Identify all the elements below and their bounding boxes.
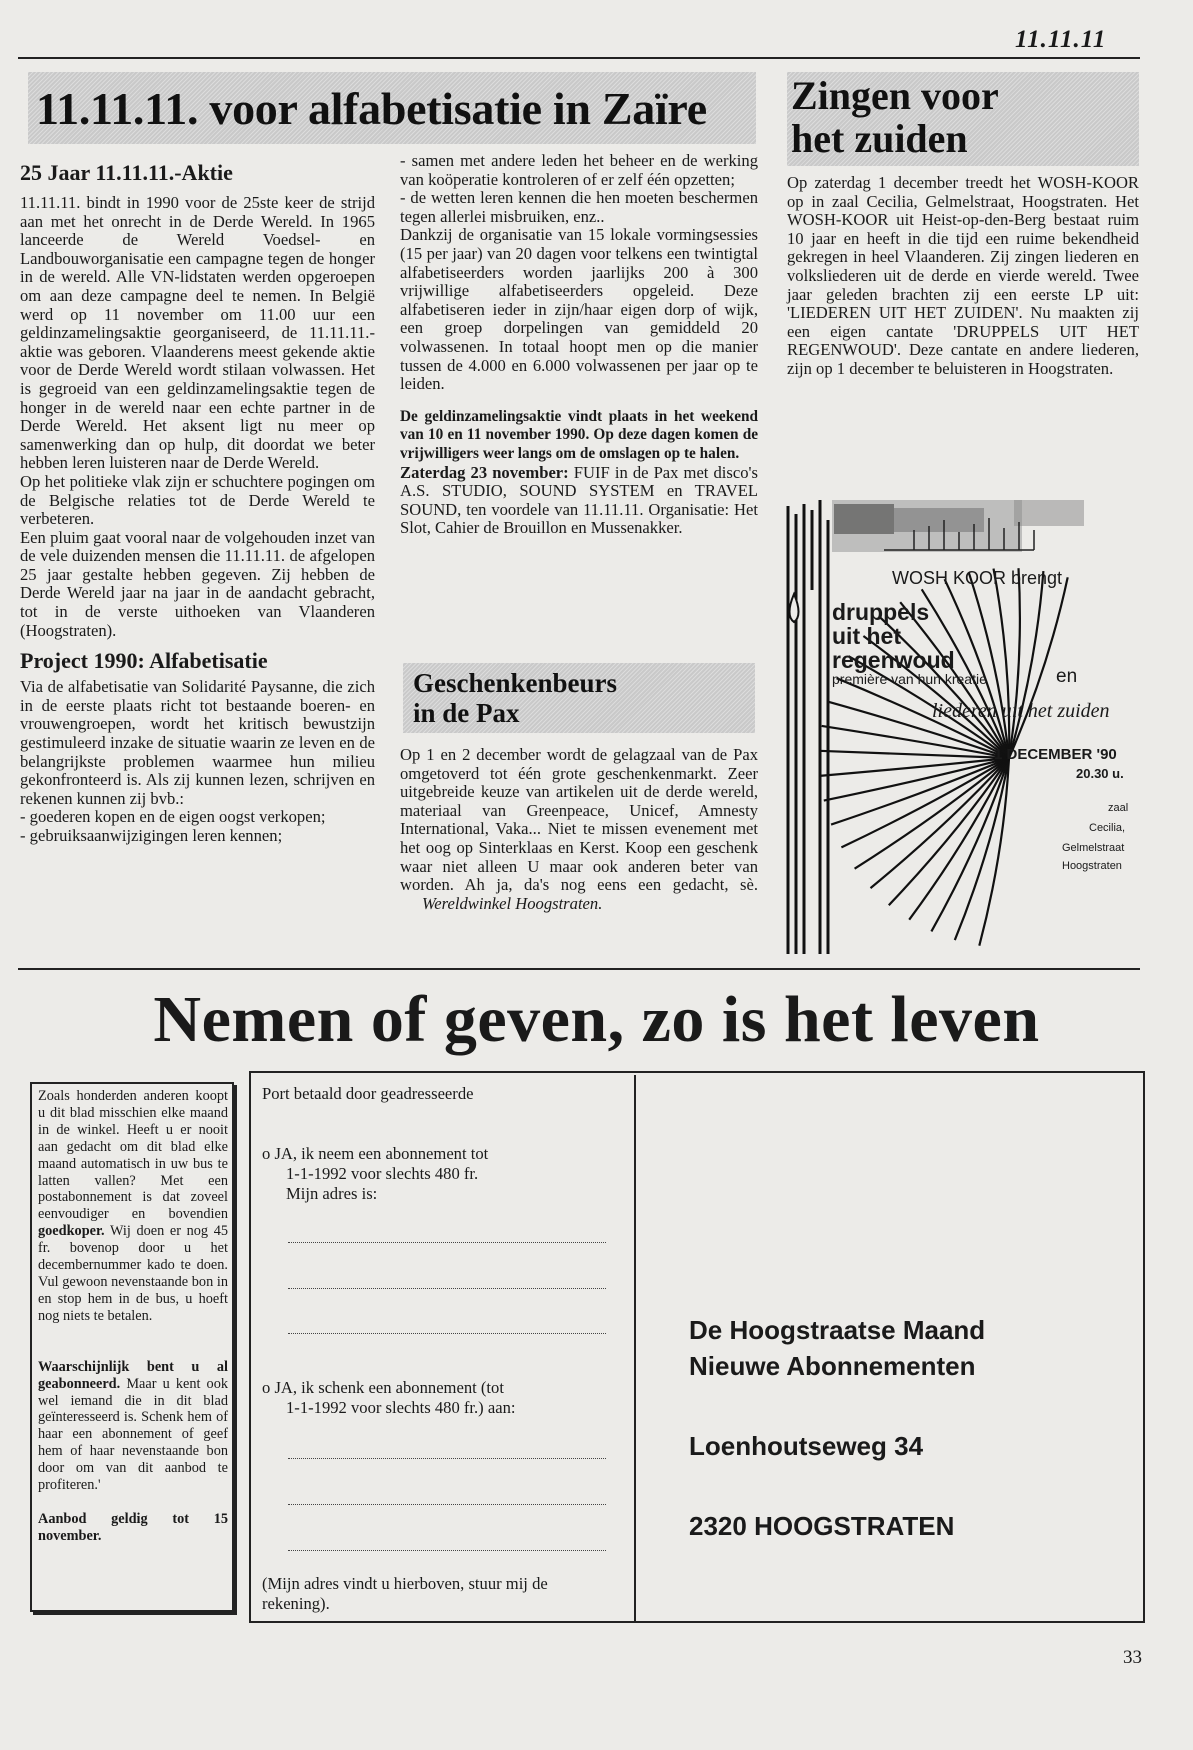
geschenken-signature: Wereldwinkel Hoogstraten.	[422, 893, 603, 913]
mail-address-line1: De Hoogstraatse Maand	[689, 1315, 986, 1345]
poster-line1: WOSH KOOR brengt	[892, 568, 1063, 588]
gift-address-line-2[interactable]	[288, 1504, 606, 1505]
subscribe-paragraph3	[38, 1511, 228, 1545]
leaf-frond	[969, 572, 1009, 758]
poster-liederen: liederen uit het zuiden	[932, 700, 1110, 722]
gift-address-line-1[interactable]	[288, 1458, 606, 1459]
col2-item2: - de wetten leren kennen die hen moeten beschermen tegen allerlei misbruiken, enz..	[400, 188, 758, 226]
fuif-text: FUIF in de Pax met disco's A.S. STUDIO, SOUND SYSTEM en TRAVEL SOUND, ten voordele van 11.11.11. Organisatie: Het Slot, Cahier de Brouillon en Mussenakker.	[400, 462, 758, 538]
section2-item2: - gebruiksaanwijzigingen leren kennen;	[20, 826, 283, 845]
subscribe-text1-end: Wij doen er nog 45 fr. bovenop door u het decembernummer kado te doen. Vul gewoon nevenstaande bon in en stop hem in de bus, u hoeft nog niets te betalen.	[38, 1223, 228, 1324]
address-line-1[interactable]	[288, 1242, 606, 1243]
geschenken-title-line2: in de Pax	[413, 698, 520, 728]
fuif-label: Zaterdag 23 november:	[400, 462, 569, 482]
issue-date: 11.11.11	[1015, 26, 1107, 53]
zingen-column	[787, 174, 1139, 379]
coupon-option2-line2: 1-1-1992 voor slechts 480 fr.) aan:	[286, 1398, 516, 1417]
geschenken-title-line1: Geschenkenbeurs	[413, 668, 618, 698]
article-column-1	[20, 160, 375, 846]
article-column-2	[400, 152, 758, 538]
mail-address-city: 2320 HOOGSTRATEN	[689, 1511, 955, 1541]
poster-en: en	[1056, 666, 1078, 687]
concert-poster	[784, 500, 1140, 954]
main-article-title: 11.11.11. voor alfabetisatie in Zaïre	[36, 83, 707, 134]
coupon-footer-line2: rekening).	[262, 1594, 330, 1613]
poster-venue1: zaal	[1108, 802, 1129, 814]
zingen-title-line2: het zuiden	[791, 116, 968, 161]
poster-title3: regenwoud	[832, 647, 955, 673]
leaf-frond	[1009, 568, 1020, 758]
section1-heading: 25 Jaar 11.11.11.-Aktie	[20, 160, 233, 185]
col2-fuif	[400, 464, 758, 538]
page-number: 33	[1123, 1647, 1142, 1668]
section1-text3: Een pluim gaat vooral naar de volgehouden inzet van de vele duizenden mensen die 11.11.11. de afgelopen 25 jaar gestalte hebben gegeven. Zij hebben de Derde Wereld jaar na jaar in de aandacht gebracht, tot in de verste uithoeken van Vlaanderen (Hoogstraten).	[20, 527, 375, 640]
section1-text: 11.11.11. bindt in 1990 voor de 25ste keer de strijd aan met het onrecht in de Derde Wereld. In 1965 lanceerde de Wereld Voedsel- en Landbouworganisatie een campagne tegen de honger in de wereld. Alle VN-lidstaten werden opgeroepen om aan deze campagne deel te nemen. In België werd op 11 november om 11.00 uur een geldinzamelingsaktie georganiseerd, de 11.11.11.-aktie was geboren. Vlaanderens meest gekende aktie voor de Derde Wereld wordt stilaan volwassen. Het is gegroeid van een geldinzamelingsaktie tegen de honger in de wereld naar een echte partner in de Derde Wereld. Het aksent ligt nu meer op samenwerking dan op hulp, dit doordat we beter hebben leren luisteren naar de Derde Wereld.	[20, 193, 375, 473]
subscribe-text1: Zoals honderden anderen koopt u dit blad misschien elke maand in de winkel. Heeft u er nooit aan gedacht om dit blad elke maand automatisch in uw bus te latten vallen? Met een postabonnement is dat zoveel eenvoudiger en bovendien	[38, 1088, 228, 1223]
leaf-frond	[820, 758, 1009, 776]
header-rule	[18, 57, 1140, 59]
coupon-option2-line1[interactable]: o JA, ik schenk een abonnement (tot	[262, 1378, 504, 1397]
subscribe-text2-bold: Waarschijnlijk bent u al geabonneerd.	[38, 1358, 228, 1392]
geschenken-text	[400, 746, 758, 913]
geschenken-text-block	[400, 746, 758, 913]
poster-date: 1 DECEMBER '90	[994, 746, 1117, 763]
leaf-frond	[831, 758, 1009, 825]
zingen-banner	[787, 72, 1139, 166]
coupon-footer-line1: (Mijn adres vindt u hierboven, stuur mij de	[262, 1574, 548, 1593]
subscribe-offer-validity: Aanbod geldig tot 15 november.	[38, 1510, 228, 1544]
zingen-text: Op zaterdag 1 december treedt het WOSH-KOOR op in zaal Cecilia, Gelmelstraat, Hoogstraten. Het WOSH-KOOR uit Heist-op-den-Berg bestaat ruim 10 jaar en heeft in die tijd een ruime bekendheid gekregen in heel Vlaanderen. Zij zingen liederen en volksliederen uit de derde en vierde wereld. Twee jaar geleden brachten zij een eerste LP uit: 'LIEDEREN UIT HET ZUIDEN'. Nu maakten zij een eigen cantate 'DRUPPELS UIT HET REGENWOUD'. Deze cantate en andere liederen, zijn op 1 december te beluisteren in Hoogstraten.	[787, 173, 1139, 378]
poster-title2: uit het	[832, 623, 901, 649]
zingen-title	[791, 74, 999, 160]
col2-item1: - samen met andere leden het beheer en de werking van koöperatie kontroleren of er zelf één opzetten;	[400, 151, 758, 189]
subscribe-text1-bold: goedkoper.	[38, 1223, 105, 1240]
slogan-headline: Nemen of geven, zo is het leven	[153, 983, 1040, 1056]
address-line-2[interactable]	[288, 1288, 606, 1289]
col2-text: Dankzij de organisatie van 15 lokale vormingsessies (15 per jaar) van 20 dagen voor telkens een twintigtal alfabetiseerders worden jaarlijks 200 à 300 vrijwillige alfabetiseerders opgeleid. Deze alfabetiseren ieder in zijn/haar eigen dorp of wijk, een groep dorpelingen van gemiddeld 20 volwassenen. In totaal hoopt men op die manier tussen de 4.000 en 6.000 volwassenen per jaar op te leiden.	[400, 225, 758, 394]
geschenken-banner	[403, 663, 755, 733]
subscribe-paragraph2	[38, 1359, 228, 1494]
col2-bold-note: De geldinzamelingsaktie vindt plaats in het weekend van 10 en 11 november 1990. Op deze dagen komen de vrijwilligers weer langs om de omslagen op te halen.	[400, 407, 758, 462]
coupon-divider	[634, 1075, 636, 1623]
poster-venue4: Hoogstraten	[1062, 860, 1122, 872]
section1-text2: Op het politieke vlak zijn er schuchtere pogingen om de Belgische relaties tot de Derde Wereld te verbeteren.	[20, 471, 375, 529]
mail-address-street: Loenhoutseweg 34	[689, 1431, 924, 1461]
gift-address-line-3[interactable]	[288, 1550, 606, 1551]
section-divider	[18, 968, 1140, 970]
subscribe-info-text	[38, 1088, 228, 1545]
main-article-banner	[28, 72, 756, 144]
geschenken-title	[413, 668, 617, 728]
section2-item1: - goederen kopen en de eigen oogst verkopen;	[20, 807, 326, 827]
zingen-title-line1: Zingen voor	[791, 73, 999, 118]
poster-title1: druppels	[832, 599, 930, 625]
subscribe-info-box	[30, 1082, 234, 1612]
coupon-option1-line3: Mijn adres is:	[286, 1184, 378, 1203]
section2-heading: Project 1990: Alfabetisatie	[20, 648, 268, 674]
coupon-port-text: Port betaald door geadresseerde	[262, 1084, 474, 1103]
poster-time: 20.30 u.	[1076, 766, 1124, 781]
address-line-3[interactable]	[288, 1333, 606, 1334]
poster-venue2: Cecilia,	[1089, 822, 1126, 834]
poster-venue3: Gelmelstraat	[1062, 842, 1125, 854]
leaf-frond	[1009, 571, 1043, 758]
mail-address-line2: Nieuwe Abonnementen	[689, 1351, 976, 1381]
coupon-option1-line2: 1-1-1992 voor slechts 480 fr.	[286, 1164, 479, 1183]
subscribe-paragraph1	[38, 1088, 228, 1325]
subscribe-text2: Maar u kent ook wel iemand die in dit blad geïnteresseerd is. Schenk hem of haar een abonnement of geef hem of haar nevenstaande bon door om van dit aanbod te profiteren.'	[38, 1375, 228, 1494]
poster-subtitle: première van hun kreatie	[832, 671, 987, 687]
section2-text: Via de alfabetisatie van Solidarité Paysanne, die zich in de eerste plaats richt tot bestaande boeren- en vrouwengroepen, wordt het kritisch bewustzijn gestimuleerd inzake de situatie waarin ze leven en de belangrijkste problemen waarmee hun milieu gekonfronteerd is. Als zij kunnen lezen, schrijven en rekenen kunnen zij bvb.:	[20, 677, 375, 808]
geschenken-body: Op 1 en 2 december wordt de gelagzaal van de Pax omgetoverd tot één grote geschenkenmarkt. Zeer uitgebreide keuze van artikelen uit de derde wereld, materiaal van Greenpeace, Unicef, Amnesty International, Vaka... Niet te missen evenement met het oog op Sinterklaas en Kerst. Koop een geschenk waar niet alleen U maar ook anderen beter van worden. Ah ja, da's nog eens een gedacht, sè.	[400, 745, 758, 895]
coupon-option1-line1[interactable]: o JA, ik neem een abonnement tot	[262, 1144, 489, 1163]
leaf-frond	[909, 758, 1009, 920]
